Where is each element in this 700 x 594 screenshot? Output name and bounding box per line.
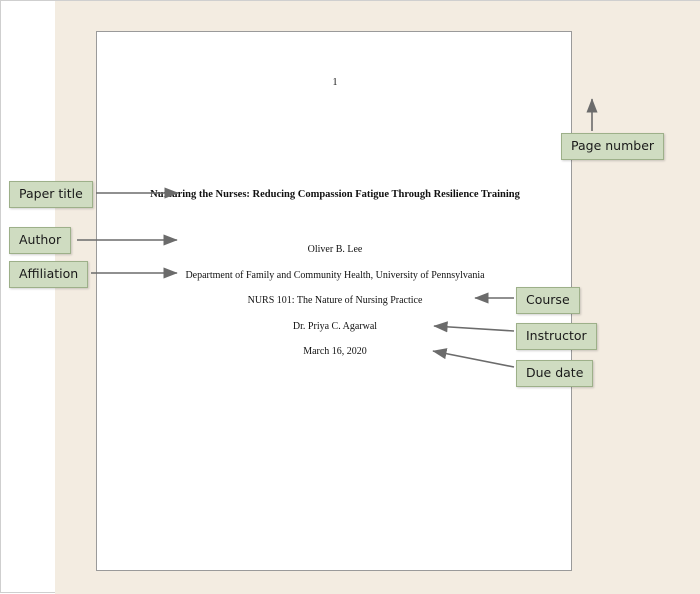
callout-paper-title: Paper title: [9, 181, 93, 208]
paper-instructor-text: Dr. Priya C. Agarwal: [292, 321, 378, 332]
callout-course: Course: [516, 287, 580, 314]
callout-page-number: Page number: [561, 133, 664, 160]
paper-sheet: [96, 31, 572, 571]
paper-author-text: Oliver B. Lee: [307, 244, 363, 255]
callout-instructor: Instructor: [516, 323, 597, 350]
callout-author: Author: [9, 227, 71, 254]
paper-course-text: NURS 101: The Nature of Nursing Practice: [247, 295, 423, 306]
paper-page-number: 1: [332, 77, 338, 88]
paper-title-text: Nurturing the Nurses: Reducing Compassion Fatigue Through Resilience Training: [150, 189, 520, 200]
paper-affiliation-text: Department of Family and Community Health, University of Pennsylvania: [185, 270, 485, 281]
callout-affiliation: Affiliation: [9, 261, 88, 288]
paper-due-date-text: March 16, 2020: [303, 346, 367, 357]
callout-due-date: Due date: [516, 360, 593, 387]
